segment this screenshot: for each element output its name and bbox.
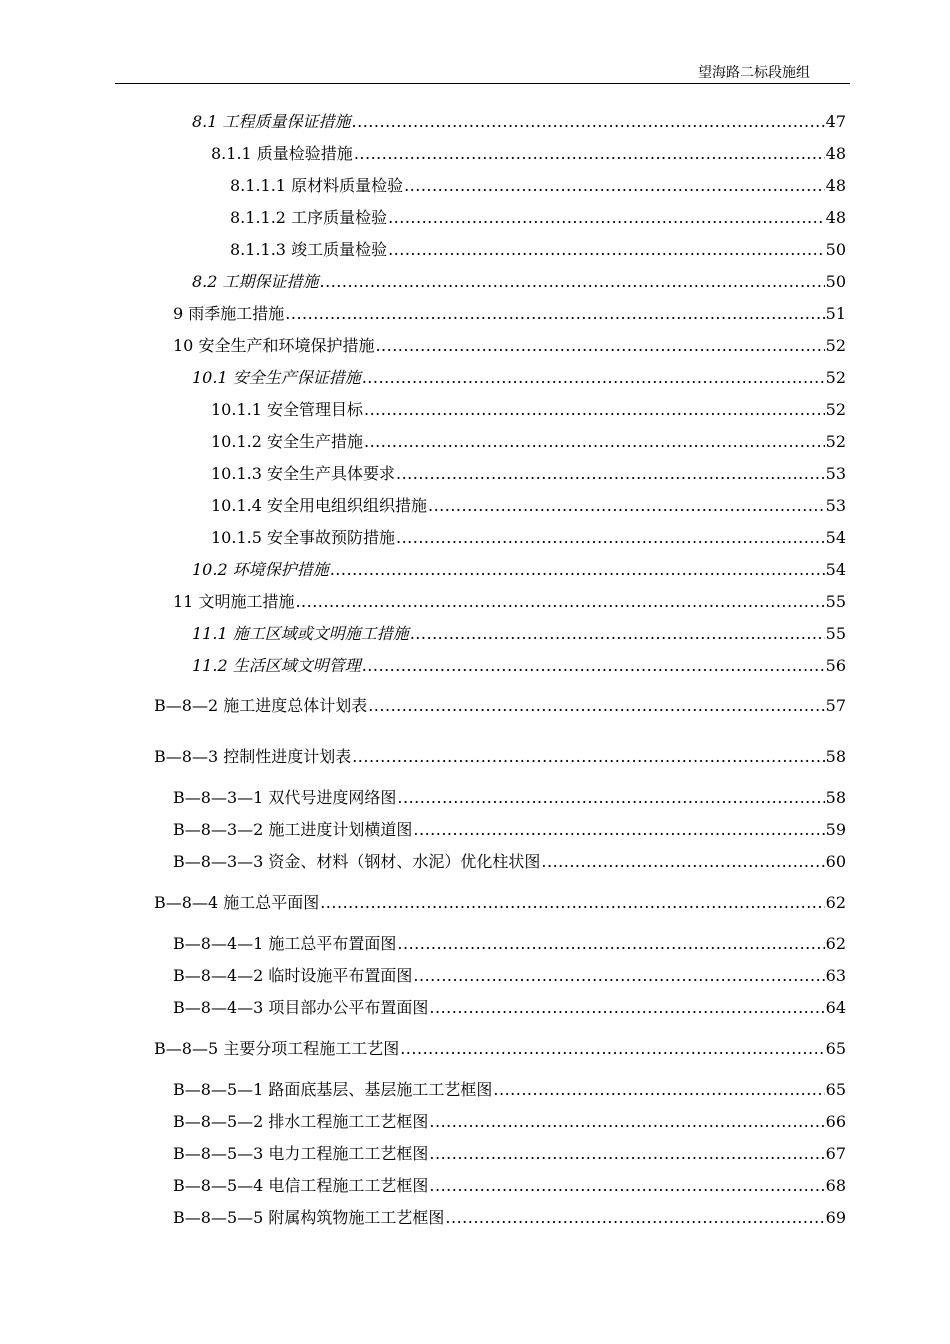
toc-entry-label: 8.1.1.3 竣工质量检验: [230, 240, 388, 259]
toc-entry-page: 59: [825, 820, 846, 839]
toc-entry[interactable]: [192, 110, 846, 134]
toc-entry-page: 52: [825, 368, 846, 387]
toc-entry[interactable]: [192, 622, 846, 646]
toc-entry-page: 69: [825, 1208, 846, 1227]
toc-entry[interactable]: [211, 142, 846, 166]
toc-entry-label: 11 文明施工措施: [173, 592, 295, 611]
toc-entry-page: 48: [825, 176, 846, 195]
running-header-title: 望海路二标段施组: [698, 65, 810, 81]
toc-entry[interactable]: [211, 494, 846, 518]
toc-entry-label: B—8—3 控制性进度计划表: [154, 747, 352, 766]
toc-entry[interactable]: [173, 590, 846, 614]
toc-entry[interactable]: [173, 786, 846, 810]
toc-leader-dots: [493, 1078, 824, 1102]
toc-entry[interactable]: [173, 1110, 846, 1134]
toc-leader-dots: [368, 694, 824, 718]
toc-leader-dots: [352, 745, 824, 769]
toc-leader-dots: [352, 110, 825, 134]
toc-entry-label: 10.1 安全生产保证措施: [192, 368, 361, 387]
toc-leader-dots: [397, 932, 824, 956]
toc-entry-label: B—8—3—1 双代号进度网络图: [173, 788, 397, 807]
toc-entry-page: 56: [825, 656, 846, 675]
toc-leader-dots: [330, 558, 825, 582]
toc-entry[interactable]: [154, 891, 846, 915]
toc-entry-page: 65: [825, 1039, 846, 1058]
toc-entry[interactable]: [211, 526, 846, 550]
toc-entry[interactable]: [192, 270, 846, 294]
toc-entry-page: 60: [825, 852, 846, 871]
toc-entry-label: B—8—4—3 项目部办公平布置面图: [173, 998, 429, 1017]
toc-entry-page: 51: [825, 304, 846, 323]
toc-entry-page: 55: [825, 624, 846, 643]
toc-entry-page: 63: [825, 966, 846, 985]
toc-entry-label: 11.2 生活区域文明管理: [192, 656, 361, 675]
toc-entry-label: B—8—3—2 施工进度计划横道图: [173, 820, 413, 839]
toc-entry[interactable]: [173, 1174, 846, 1198]
toc-entry-page: 53: [825, 464, 846, 483]
toc-entry-page: 64: [825, 998, 846, 1017]
toc-entry-label: B—8—2 施工进度总体计划表: [154, 696, 368, 715]
toc-entry-label: 10.1.2 安全生产措施: [211, 432, 363, 451]
toc-leader-dots: [413, 818, 824, 842]
toc-entry[interactable]: [173, 996, 846, 1020]
toc-entry[interactable]: [192, 558, 846, 582]
toc-leader-dots: [429, 996, 824, 1020]
toc-leader-dots: [429, 1174, 824, 1198]
toc-entry[interactable]: [154, 694, 846, 718]
toc-leader-dots: [428, 494, 825, 518]
toc-leader-dots: [320, 270, 825, 294]
toc-entry[interactable]: [173, 1142, 846, 1166]
toc-leader-dots: [413, 964, 824, 988]
toc-entry-label: 8.2 工期保证措施: [192, 272, 319, 291]
toc-leader-dots: [445, 1206, 824, 1230]
toc-entry-page: 55: [825, 592, 846, 611]
toc-entry-label: 10.1.1 安全管理目标: [211, 400, 363, 419]
toc-leader-dots: [541, 850, 824, 874]
toc-entry-page: 52: [825, 336, 846, 355]
toc-leader-dots: [396, 462, 825, 486]
toc-entry-page: 58: [825, 788, 846, 807]
toc-entry-label: B—8—3—3 资金、材料（钢材、水泥）优化柱状图: [173, 852, 541, 871]
toc-entry-label: B—8—5 主要分项工程施工工艺图: [154, 1039, 400, 1058]
toc-leader-dots: [354, 142, 825, 166]
toc-leader-dots: [364, 398, 825, 422]
toc-entry[interactable]: [173, 1078, 846, 1102]
toc-entry[interactable]: [192, 654, 846, 678]
toc-entry[interactable]: [211, 398, 846, 422]
toc-entry[interactable]: [173, 302, 846, 326]
toc-entry-page: 66: [825, 1112, 846, 1131]
toc-entry[interactable]: [173, 932, 846, 956]
toc-entry-page: 47: [825, 112, 846, 131]
toc-leader-dots: [404, 174, 825, 198]
toc-leader-dots: [410, 622, 825, 646]
toc-entry[interactable]: [173, 850, 846, 874]
toc-entry-page: 50: [825, 240, 846, 259]
toc-entry[interactable]: [230, 174, 846, 198]
toc-entry-label: 8.1.1.2 工序质量检验: [230, 208, 388, 227]
toc-leader-dots: [364, 430, 825, 454]
toc-entry[interactable]: [173, 964, 846, 988]
toc-entry-label: B—8—4—1 施工总平布置面图: [173, 934, 397, 953]
toc-entry-label: B—8—5—4 电信工程施工工艺框图: [173, 1176, 429, 1195]
toc-entry-label: 10.1.4 安全用电组织组织措施: [211, 496, 427, 515]
toc-entry[interactable]: [192, 366, 846, 390]
toc-entry-page: 52: [825, 432, 846, 451]
toc-leader-dots: [429, 1110, 824, 1134]
toc-leader-dots: [285, 302, 824, 326]
toc-leader-dots: [362, 366, 825, 390]
toc-entry-page: 48: [825, 208, 846, 227]
toc-leader-dots: [388, 238, 825, 262]
toc-entry-page: 53: [825, 496, 846, 515]
toc-entry-label: 10.2 环境保护措施: [192, 560, 329, 579]
toc-entry-label: 8.1.1.1 原材料质量检验: [230, 176, 404, 195]
toc-entry-page: 67: [825, 1144, 846, 1163]
toc-entry[interactable]: [230, 238, 846, 262]
toc-entry-page: 57: [825, 696, 846, 715]
toc-entry-page: 62: [825, 893, 846, 912]
toc-entry-page: 68: [825, 1176, 846, 1195]
toc-entry-page: 58: [825, 747, 846, 766]
toc-entry[interactable]: [173, 818, 846, 842]
toc-entry-page: 54: [825, 528, 846, 547]
toc-entry-label: B—8—4—2 临时设施平布置面图: [173, 966, 413, 985]
toc-entry[interactable]: [173, 1206, 846, 1230]
toc-leader-dots: [375, 334, 824, 358]
toc-leader-dots: [396, 526, 825, 550]
toc-entry-label: 11.1 施工区域或文明施工措施: [192, 624, 409, 643]
toc-entry-page: 48: [825, 144, 846, 163]
toc-entry-page: 50: [825, 272, 846, 291]
toc-entry-label: 8.1.1 质量检验措施: [211, 144, 353, 163]
toc-entry[interactable]: [211, 430, 846, 454]
toc-entry[interactable]: [154, 745, 846, 769]
toc-entry-label: B—8—5—2 排水工程施工工艺框图: [173, 1112, 429, 1131]
toc-entry-label: B—8—4 施工总平面图: [154, 893, 320, 912]
toc-entry-page: 62: [825, 934, 846, 953]
toc-leader-dots: [429, 1142, 824, 1166]
toc-leader-dots: [362, 654, 825, 678]
toc-leader-dots: [400, 1037, 824, 1061]
toc-entry-label: B—8—5—5 附属构筑物施工工艺框图: [173, 1208, 445, 1227]
toc-entry-page: 65: [825, 1080, 846, 1099]
toc-entry[interactable]: [173, 334, 846, 358]
toc-leader-dots: [388, 206, 825, 230]
toc-leader-dots: [320, 891, 824, 915]
toc-entry-label: 10 安全生产和环境保护措施: [173, 336, 375, 355]
toc-leader-dots: [397, 786, 824, 810]
toc-entry-label: B—8—5—3 电力工程施工工艺框图: [173, 1144, 429, 1163]
toc-entry-label: 9 雨季施工措施: [173, 304, 285, 323]
toc-entry-label: 8.1 工程质量保证措施: [192, 112, 351, 131]
toc-entry-label: 10.1.3 安全生产具体要求: [211, 464, 395, 483]
toc-entry-page: 54: [825, 560, 846, 579]
toc-entry[interactable]: [230, 206, 846, 230]
toc-leader-dots: [295, 590, 824, 614]
toc-entry[interactable]: [211, 462, 846, 486]
toc-entry[interactable]: [154, 1037, 846, 1061]
toc-entry-label: B—8—5—1 路面底基层、基层施工工艺框图: [173, 1080, 493, 1099]
toc-entry-page: 52: [825, 400, 846, 419]
toc-entry-label: 10.1.5 安全事故预防措施: [211, 528, 395, 547]
